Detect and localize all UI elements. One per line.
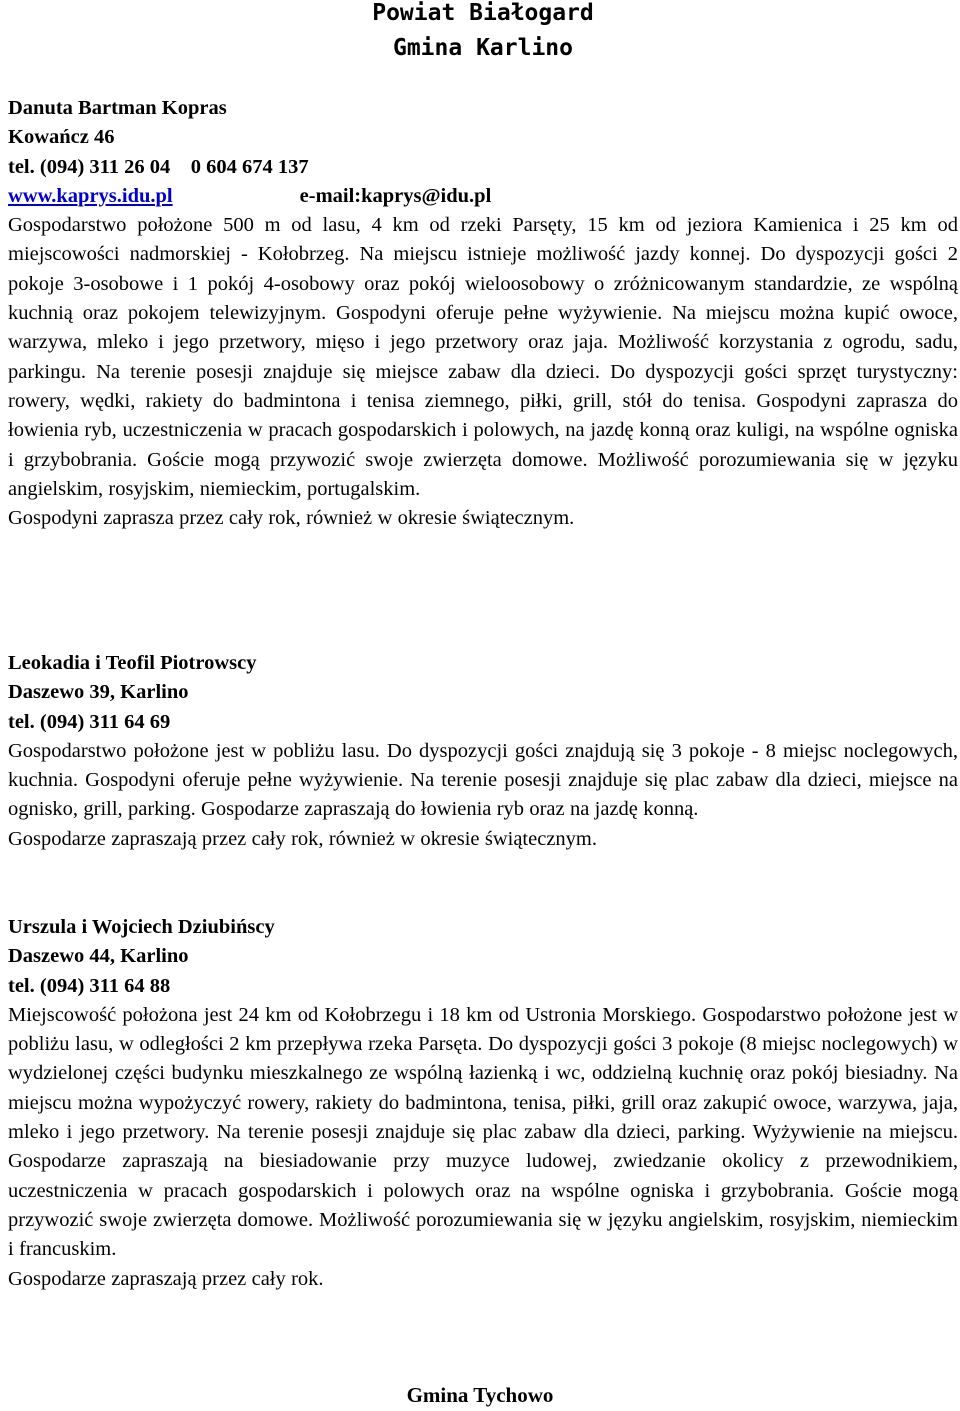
host-phone: tel. (094) 311 64 88 [8,974,171,997]
availability-paragraph: Gospodyni zaprasza przez cały rok, również w okresie świątecznym. [8,507,575,530]
host-phone: tel. (094) 311 64 69 [8,710,171,733]
host-phone: tel. (094) 311 26 04 0 604 674 137 [8,155,309,178]
host-address: Kowańcz 46 [8,126,115,149]
listing-entry-dziubinscy [8,913,958,1294]
host-name: Leokadia i Teofil Piotrowscy [8,652,257,674]
availability-paragraph: Gospodarze zapraszają przez cały rok, również w okresie świątecznym. [8,827,597,850]
description-paragraph: Gospodarstwo położone jest w pobliżu lasu. Do dyspozycji gości znajdują się 3 pokoje - 8 miejsc noclegowych, kuchnia. Gospodyni oferuje pełne wyżywienie. Na terenie posesji znajduje się plac zabaw dla dzieci, miejsce na ognisko, grill, parking. Gospodarze zapraszają do łowienia ryb oraz na jazdę konną. [8,739,958,821]
website-link[interactable]: www.kaprys.idu.pl [8,184,173,207]
host-address: Daszewo 39, Karlino [8,681,189,704]
email-text[interactable]: e-mail:kaprys@idu.pl [299,184,492,207]
description-paragraph: Gospodarstwo położone 500 m od lasu, 4 km od rzeki Parsęty, 15 km od jeziora Kamienica i 25 km od miejscowości nadmorskiej - Kołobrzeg. Na miejscu istnieje możliwość jazdy konnej. Do dyspozycji gości 2 pokoje 3-osobowe i 1 pokój 4-osobowy oraz pokój wieloosobowy o zróżnicowanym standardzie, ze wspólną kuchnią oraz pokojem telewizyjnym. Gospodyni oferuje pełne wyżywienie. Na miejscu można kupić owoce, warzywa, mleko i jego przetwory, mięso i jego przetwory oraz jaja. Możliwość korzystania z ogrodu, sadu, parkingu. Na terenie posesji znajduje się miejsce zabaw dla dzieci. Do dyspozycji gości sprzęt turystyczny: rowery, wędki, rakiety do badmintona i tenisa ziemnego, piłki, grill, stół do tenisa. Gospodyni zaprasza do łowienia ryb, uczestniczenia w pracach gospodarskich i polowych, na jazdę konną oraz kuligi, na wspólne ogniska i grzybobrania. Goście mogą przywozić swoje zwierzęta domowe. Możliwość porozumiewania się w języku angielskim, rosyjskim, niemieckim, portugalskim. [8,214,958,500]
gmina-heading: Gmina Karlino [392,35,573,61]
listing-entry-piotrowscy [8,649,958,854]
contact-row [8,182,958,211]
powiat-heading: Powiat Białogard [372,0,594,26]
host-name: Danuta Bartman Kopras [8,97,227,119]
host-address: Daszewo 44, Karlino [8,945,189,968]
description-paragraph: Miejscowość położona jest 24 km od Kołobrzegu i 18 km od Ustronia Morskiego. Gospodarstwo położone jest w pobliżu lasu, w odległości 2 km przepływa rzeka Parsęta. Do dyspozycji gości 3 pokoje (8 miejsc noclegowych) w wydzielonej części budynku mieszkalnego ze wspólną łazienką i wc, oddzielną kuchnię oraz pokój biesiadny. Na miejscu można wypożyczyć rowery, rakiety do badmintona, tenisa, piłki, grill oraz zakupić owoce, warzywa, jaja, mleko i jego przetwory. Na terenie posesji znajduje się plac zabaw dla dzieci, parking. Wyżywienie na miejscu. Gospodarze zapraszają na biesiadowanie przy muzyce ludowej, zwiedzanie okolicy z przewodnikiem, uczestniczenia w pracach gospodarskich i polowych oraz na wspólne ogniska i grzybobrania. Goście mogą przywozić swoje zwierzęta domowe. Możliwość porozumiewania się w języku angielskim, rosyjskim, niemieckim i francuskim. [8,1003,958,1261]
availability-paragraph: Gospodarze zapraszają przez cały rok. [8,1267,324,1290]
host-name: Urszula i Wojciech Dziubińscy [8,916,275,938]
listing-entry-bartman-kopras [8,94,958,533]
next-gmina-heading: Gmina Tychowo [406,1383,554,1407]
